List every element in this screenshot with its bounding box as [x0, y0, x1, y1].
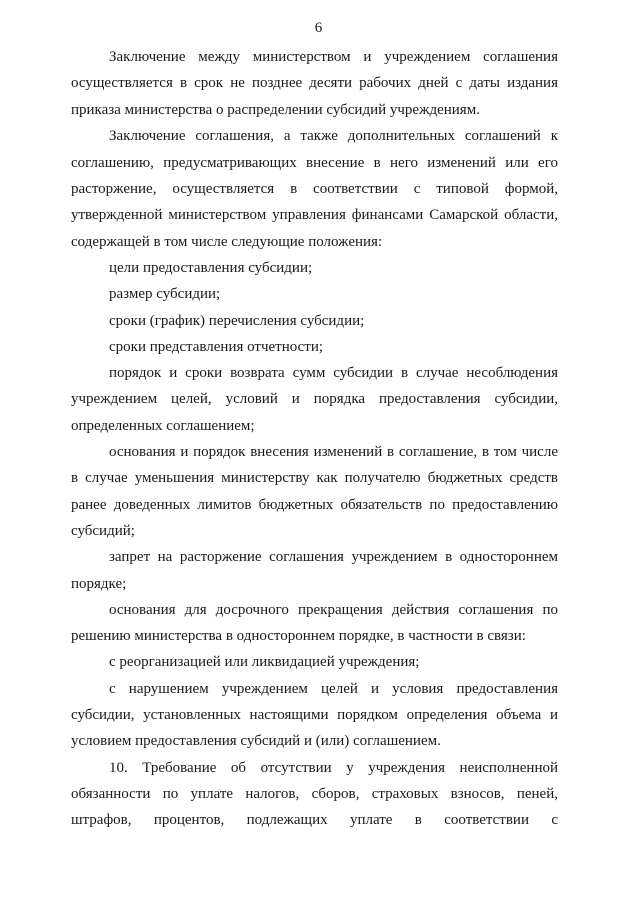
paragraph-agreement-form: Заключение соглашения, а также дополнительных соглашений к соглашению, предусматривающих внесение в него изменений или его расторжение, осуществляется в соответствии с типовой формой, утвержденной министерством управления финансами Самарской области, содержащей в том числе следующие положения:	[71, 128, 558, 250]
paragraph-early-termination: основания для досрочного прекращения действия соглашения по решению министерства в одностороннем порядке, в частности в связи:	[71, 601, 558, 645]
list-item: цели предоставления субсидии;	[109, 259, 313, 276]
paragraph-termination-ban: запрет на расторжение соглашения учреждением в одностороннем порядке;	[71, 549, 558, 592]
list-item: размер субсидии;	[109, 286, 221, 303]
list-item: с реорганизацией или ликвидацией учреждения;	[109, 654, 420, 671]
document-body	[71, 44, 558, 834]
paragraph-violation: с нарушением учреждением целей и условия предоставления субсидии, установленных настоящими порядком определения объема и условием предоставления субсидий и (или) соглашением.	[71, 680, 558, 750]
paragraph-agreement-term: Заключение между министерством и учреждением соглашения осуществляется в срок не позднее десяти рабочих дней с даты издания приказа министерства о распределении субсидий учреждениям.	[71, 49, 558, 118]
page-number: 6	[314, 20, 323, 36]
paragraph-return-terms: порядок и сроки возврата сумм субсидии в случае несоблюдения учреждением целей, условий и порядка предоставления субсидии, определенных соглашением;	[71, 365, 558, 434]
list-item: сроки (график) перечисления субсидии;	[109, 312, 365, 329]
list-item: сроки представления отчетности;	[109, 338, 324, 355]
paragraph-amendment-grounds: основания и порядок внесения изменений в соглашение, в том числе в случае уменьшения министерству как получателю бюджетных средств ранее доведенных лимитов бюджетных обязательств по предоставлению субсидий;	[71, 444, 558, 539]
paragraph-section-10: 10. Требование об отсутствии у учреждения неисполненной обязанности по уплате налогов, сборов, страховых взносов, пеней, штрафов, процентов, подлежащих уплате в соответствии с	[71, 759, 558, 829]
